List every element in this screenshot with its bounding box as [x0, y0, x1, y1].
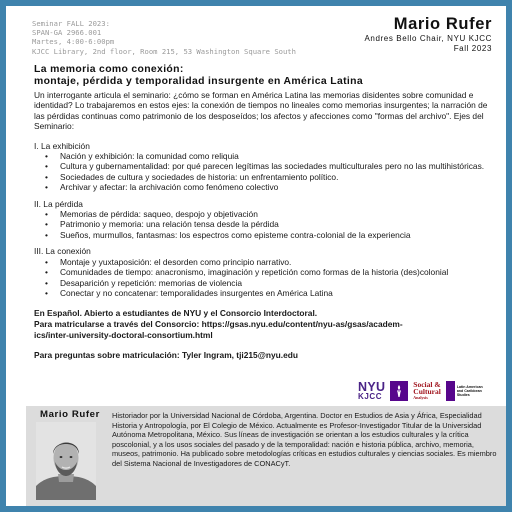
course-code: SPAN-GA 2966.001	[32, 28, 102, 38]
speaker-term: Fall 2023	[453, 44, 492, 53]
section-exhibicion	[34, 141, 496, 193]
section-perdida	[34, 199, 496, 241]
sc-logo-line-2: Cultural	[413, 387, 441, 397]
speaker-bio-panel	[26, 406, 506, 506]
list-item: • Nación y exhibición: la comunidad como reliquia	[41, 151, 496, 161]
nyu-kjcc-logo	[358, 381, 385, 402]
lacs-torch-icon	[446, 381, 455, 401]
section-conexion	[34, 246, 496, 298]
lacs-line-1: Latin American	[456, 384, 483, 389]
speaker-photo	[36, 422, 96, 500]
sc-logo-line-1: Social &	[413, 380, 441, 390]
bio-speaker-name: Mario Rufer	[40, 409, 100, 420]
list-item: • Patrimonio y memoria: una relación tensa desde la pérdida	[41, 219, 496, 229]
speaker-name: Mario Rufer	[393, 15, 492, 33]
section-title: II. La pérdida	[34, 198, 83, 209]
speaker-header	[364, 15, 492, 54]
course-semester: Seminar FALL 2023:	[32, 19, 110, 28]
section-title: I. La exhibición	[34, 140, 90, 151]
enrollment-info	[34, 308, 496, 340]
intro-paragraph: Un interrogante articula el seminario: ¿cómo se forman en América Latina las memorias disidentes sobre comunidad e identidad? Lo trabajaremos en estos ejes: la conexión de tiempos no lineales como memorias insurgentes; la narración de las pérdidas continuas como patrimonio de los desposeídos; los afectos y afecciones como "formas del archivo". Ejes del Seminario:	[34, 90, 488, 132]
section-items	[41, 209, 496, 240]
sponsor-logos	[358, 378, 503, 404]
social-cultural-analysis-logo	[413, 382, 441, 399]
list-item: • Sueños, murmullos, fantasmas: los espectros como episteme contra-colonial de la experiencia	[41, 230, 496, 240]
flyer-page	[6, 6, 506, 506]
section-title: III. La conexión	[34, 246, 91, 257]
speaker-chair: Andres Bello Chair, NYU KJCC	[364, 34, 492, 43]
course-location: KJCC Library, 2nd floor, Room 215, 53 Washington Square South	[32, 46, 296, 56]
contact-email[interactable]: Para preguntas sobre matriculación: Tyler Ingram, tji215@nyu.edu	[34, 350, 298, 361]
list-item: • Conectar y no concatenar: temporalidades insurgentes en América Latina	[41, 288, 496, 298]
lacs-logo	[446, 381, 483, 401]
sc-logo-line-3: Analysis	[413, 394, 428, 400]
list-item: • Archivar y afectar: la archivación como fenómeno colectivo	[41, 182, 496, 192]
lacs-text	[457, 385, 483, 398]
bio-text: Historiador por la Universidad Nacional de Córdoba, Argentina. Doctor en Estudios de Asia y África, Especialidad Historia y Antropología, por El Colegio de México. Actualmente es Profesor-Investigador Titular de la Universidad Autónoma Metropolitana, México. Sus líneas de investigación se orientan a los estudios culturales y la crítica poscolonial, y a los usos sociales del pasado y de la temporalidad: nación e historia pública, archivo, memoria, museos, patrimonio. Ha publicado sobre metodologías críticas en estudios culturales y ciencias sociales. Es miembro del Sistema Nacional de Investigadores de CONACyT.	[112, 411, 497, 468]
section-items	[41, 151, 496, 193]
consortium-link[interactable]: Para matricularse a través del Consorcio: https://gsas.nyu.edu/content/nyu-as/gsas/academ-	[34, 318, 403, 329]
seminar-title	[34, 64, 494, 88]
list-item: • Sociedades de cultura y sociedades de historia: un enfrentamiento político.	[41, 172, 496, 182]
language-note: En Español. Abierto a estudiantes de NYU y el Consorcio Interdoctoral.	[34, 308, 318, 319]
lacs-line-2: and Caribbean	[456, 388, 482, 393]
seminar-content	[34, 90, 496, 361]
list-item: • Montaje y yuxtaposición: el desorden como principio narrativo.	[41, 257, 496, 267]
list-item: • Cultura y gubernamentalidad: por qué parecen legítimas las sociedades multiculturales pero no las multihistóricas.	[41, 161, 496, 171]
course-time: Martes, 4:00-6:00pm	[32, 37, 115, 47]
course-info	[32, 19, 352, 56]
list-item: • Desaparición y repetición: memorias de violencia	[41, 278, 496, 288]
seminar-title-line-1: La memoria como conexión:	[34, 64, 184, 75]
lacs-line-3: Studies	[456, 393, 470, 398]
seminar-title-line-2: montaje, pérdida y temporalidad insurgente en América Latina	[34, 76, 363, 87]
nyu-wordmark: NYU	[358, 379, 386, 394]
list-item: • Memorias de pérdida: saqueo, despojo y objetivación	[41, 209, 496, 219]
list-item: • Comunidades de tiempo: anacronismo, imaginación y repetición como formas de la historia (des)colonial	[41, 267, 496, 277]
consortium-link-cont[interactable]: ics/inter-university-doctoral-consortium.html	[34, 329, 213, 340]
nyu-torch-icon	[390, 381, 408, 401]
kjcc-wordmark: KJCC	[358, 392, 383, 402]
section-items	[41, 257, 496, 299]
